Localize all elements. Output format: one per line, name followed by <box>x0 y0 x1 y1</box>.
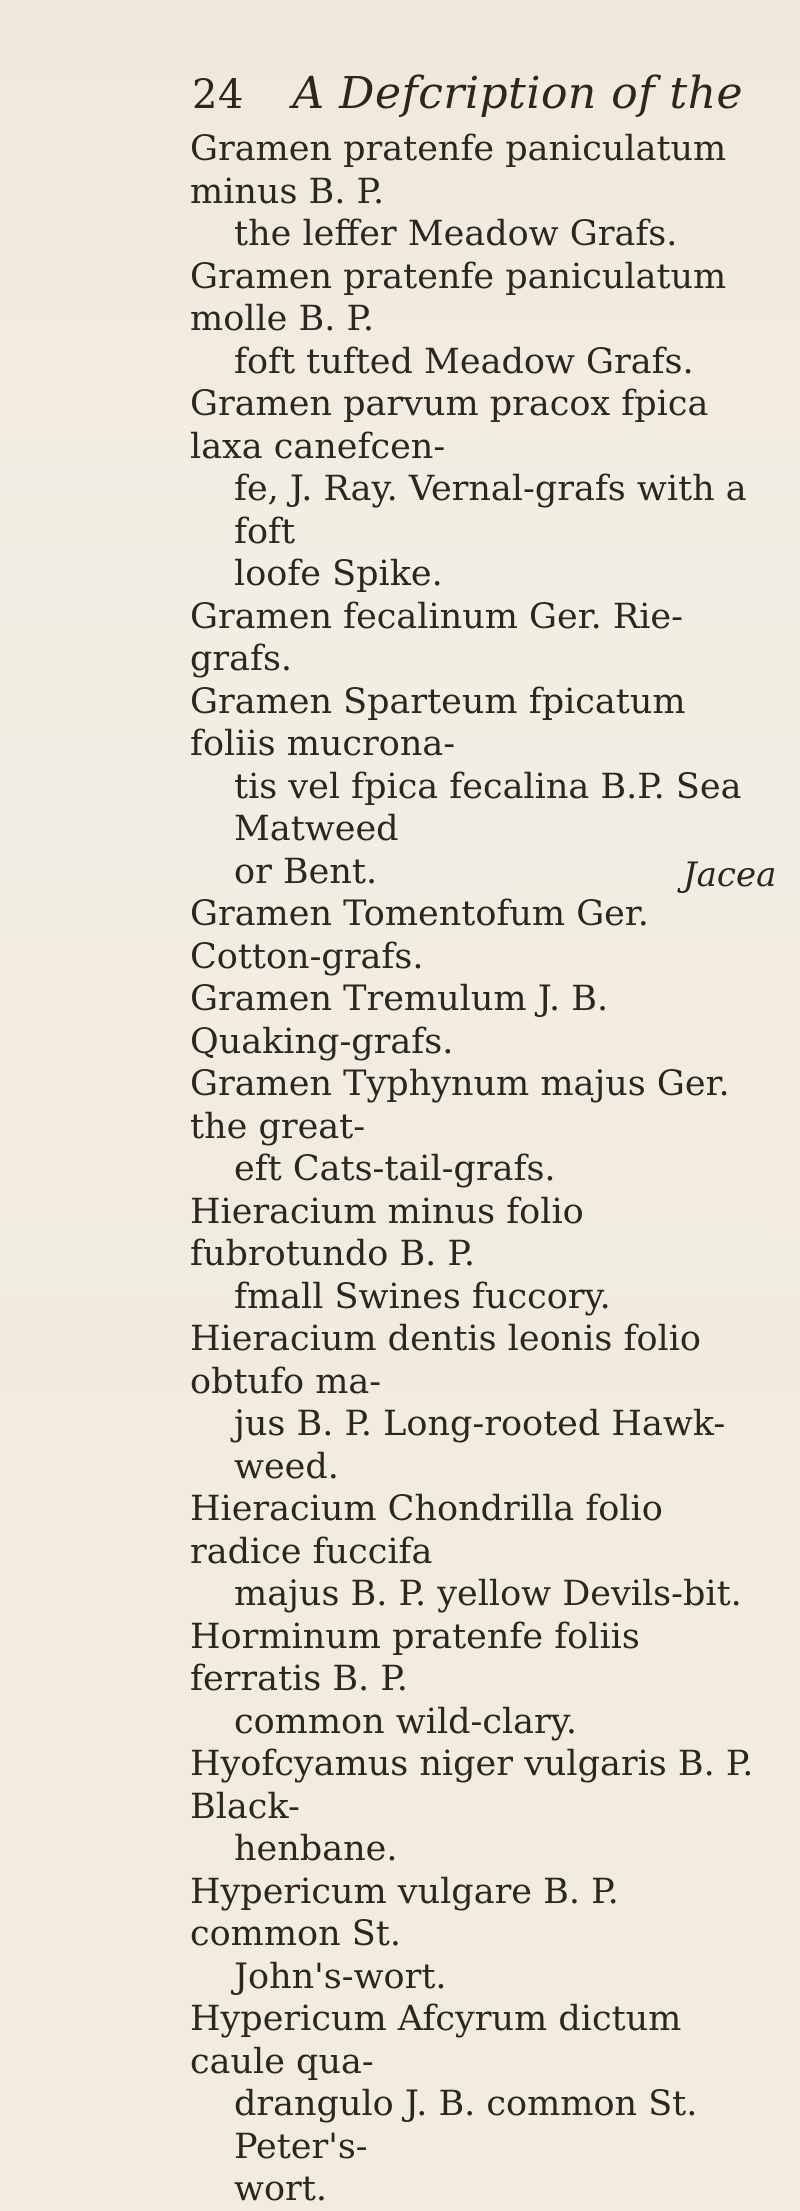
page-number: 24 <box>192 72 244 118</box>
list-item <box>190 1063 780 1191</box>
entry-line: Gramen pratenfe paniculatum molle B. P. <box>190 256 727 339</box>
entry-line: Gramen fecalinum Ger. Rie-grafs. <box>190 596 683 679</box>
entry-line: Gramen parvum pracox fpica laxa canefcen- <box>190 384 709 467</box>
entry-line: Horminum pratenfe foliis ferratis B. P. <box>190 1616 640 1699</box>
list-item <box>190 1488 780 1616</box>
entry-line: Gramen pratenfe paniculatum minus B. P. <box>190 129 727 212</box>
running-title: A Defcription of the <box>292 68 744 119</box>
list-item <box>190 256 780 384</box>
entry-line: the leffer Meadow Grafs. <box>234 214 678 254</box>
entry-line: eft Cats-tail-grafs. <box>234 1149 556 1189</box>
list-item <box>190 128 780 256</box>
list-item <box>190 1743 780 1871</box>
entry-line: Hieracium minus folio fubrotundo B. P. <box>190 1191 584 1274</box>
entry-line: loofe Spike. <box>234 554 443 594</box>
entry-line: fmall Swines fuccory. <box>234 1276 611 1317</box>
list-item <box>190 1318 780 1488</box>
list-item <box>190 1998 780 2211</box>
list-item <box>190 596 780 681</box>
list-item <box>190 978 780 1063</box>
entry-line: Gramen Tremulum J. B. Quaking-grafs. <box>190 979 609 1062</box>
plant-list <box>190 128 780 2211</box>
entry-line: majus B. P. yellow Devils-bit. <box>234 1574 742 1614</box>
entry-line: Gramen Sparteum fpicatum foliis mucrona- <box>190 681 686 764</box>
entry-line: Gramen Tomentofum Ger. Cotton-grafs. <box>190 894 649 977</box>
entry-line: fe, J. Ray. Vernal-grafs with a foft <box>234 469 747 552</box>
entry-line: Hypericum Afcyrum dictum caule qua- <box>190 1999 682 2082</box>
entry-line: tis vel fpica fecalina B.P. Sea Matweed <box>234 766 742 849</box>
entry-line: Hyofcyamus niger vulgaris B. P. Black- <box>190 1744 754 1827</box>
entry-line: drangulo J. B. common St. Peter's- <box>234 2084 698 2167</box>
entry-line: John's-wort. <box>234 1956 447 1997</box>
entry-line: Hieracium dentis leonis folio obtufo ma- <box>190 1319 701 1402</box>
entry-line: Hieracium Chondrilla folio radice fuccifa <box>190 1489 663 1572</box>
entry-line: henbane. <box>234 1829 398 1869</box>
entry-line: jus B. P. Long-rooted Hawk-weed. <box>234 1404 726 1487</box>
entry-line: Hypericum vulgare B. P. common St. <box>190 1871 619 1954</box>
page-header <box>192 68 743 119</box>
entry-line: Gramen Typhynum majus Ger. the great- <box>190 1064 730 1147</box>
entry-line: wort. <box>234 2169 327 2209</box>
list-item <box>190 1616 780 1744</box>
entry-line: foft tufted Meadow Grafs. <box>234 341 694 382</box>
list-item <box>190 1191 780 1319</box>
list-item <box>190 893 780 978</box>
catchword: Jacea <box>683 855 777 895</box>
list-item <box>190 1871 780 1999</box>
entry-line: common wild-clary. <box>234 1701 578 1742</box>
entry-line: or Bent. <box>234 851 378 892</box>
list-item <box>190 383 780 596</box>
